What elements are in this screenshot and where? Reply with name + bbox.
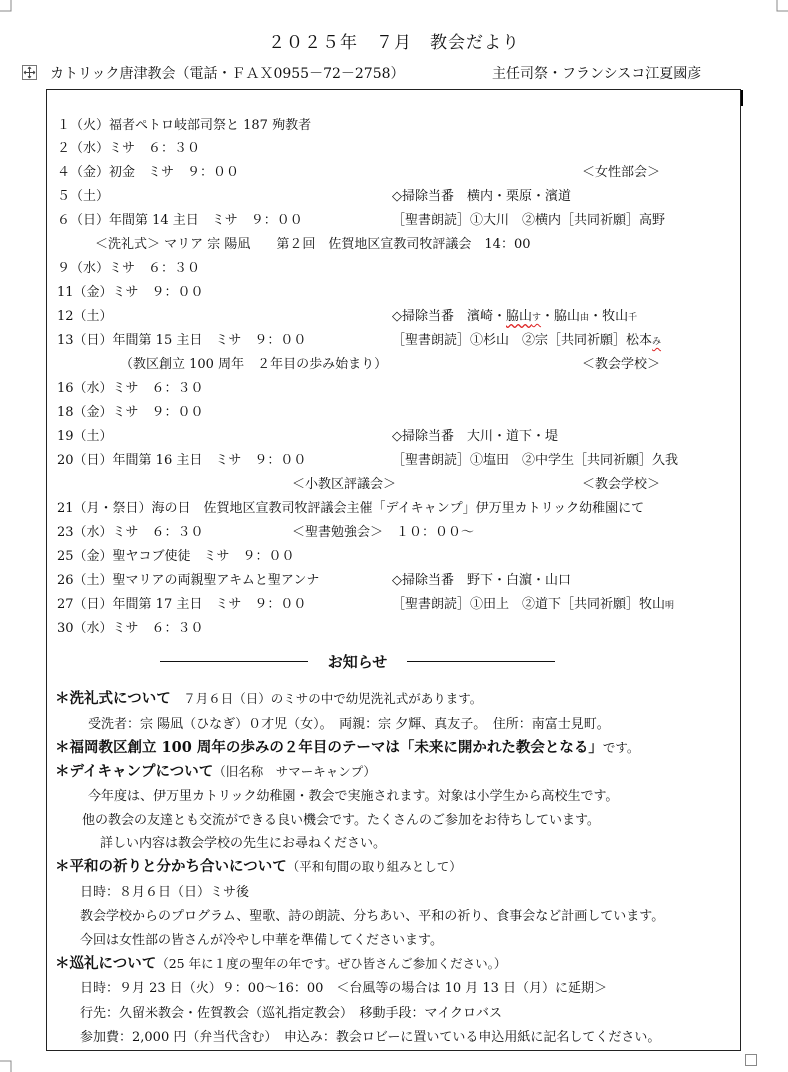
- corner-mark-top-left: [0, 0, 12, 12]
- schedule-note: ＜女性部会＞: [582, 165, 661, 180]
- schedule-name-suffix: 由: [580, 313, 590, 323]
- schedule-date-event: 12（土）: [57, 309, 113, 324]
- schedule-date-event: 21（月・祭日）海の日 佐賀地区宣教司牧評議会主催「デイキャンプ」伊万里カトリック幼稚園にて: [57, 501, 645, 516]
- schedule-duty: ［聖書朗読］①大川 ②横内［共同祈願］高野: [392, 213, 666, 228]
- page-title: ２０２５年 ７月 教会だより: [268, 33, 520, 53]
- schedule-date-event: ＜洗礼式＞ マリア 宗 陽凪 第２回 佐賀地区宣教司牧評議会 14：00: [95, 237, 531, 252]
- schedule-date-event: 23（水）ミサ ６：３０: [57, 525, 204, 540]
- notice-body-line: 日時：８月６日（日）ミサ後: [80, 885, 250, 900]
- schedule-date-event: 27（日）年間第 17 主日 ミサ ９：００: [57, 597, 307, 612]
- notice-heading: [55, 952, 506, 973]
- notice-heading: [55, 736, 639, 757]
- notice-body-line: 日時：９月 23 日（火）９：00～16：00 ＜台風等の場合は 10 月 13 日（月）に延期＞: [80, 981, 608, 996]
- notice-body-line: 教会学校からのプログラム、聖歌、詩の朗読、分ちあい、平和の祈り、食事会など計画しています。: [80, 909, 665, 924]
- schedule-date-event: ５（土）: [57, 189, 110, 204]
- notice-title: ＊巡礼について: [55, 955, 157, 972]
- heading-rule-right: [407, 661, 555, 662]
- notice-body-line: 詳しい内容は教会学校の先生にお尋ねください。: [100, 836, 387, 851]
- schedule-duty: ［聖書朗読］①田上 ②道下［共同祈願］牧山明: [392, 597, 675, 612]
- notice-subtitle: です。: [602, 740, 640, 755]
- notice-subtitle: （平和旬間の取り組みとして）: [286, 859, 462, 874]
- notice-heading: [55, 687, 482, 708]
- schedule-date-event: （教区創立 100 周年 ２年目の歩み始まり）: [120, 357, 388, 372]
- notice-body-line: 参加費：2,000 円（弁当代含む） 申込み：教会ロビーに置いている申込用紙に記名してください。: [80, 1030, 661, 1045]
- notice-subtitle: ７月６日（日）のミサの中で幼児洗礼式があります。: [170, 691, 483, 706]
- notice-heading: [55, 760, 376, 781]
- schedule-note: ＜教会学校＞: [582, 357, 661, 372]
- schedule-duty: ［聖書朗読］①杉山 ②宗［共同祈願］松本み: [392, 333, 662, 348]
- schedule-date-event: 30（水）ミサ ６：３０: [57, 621, 204, 636]
- notice-subtitle: （25 年に１度の聖年の年です。ぜひ皆さんご参加ください。）: [156, 956, 507, 971]
- schedule-duty: ◇掃除当番 横内・栗原・濱道: [392, 189, 571, 204]
- corner-mark-top-right: [776, 0, 788, 12]
- notices-heading-text: お知らせ: [327, 653, 388, 671]
- schedule-note: ＜教会学校＞: [582, 477, 661, 492]
- schedule-date-event: 11（金）ミサ ９：００: [57, 285, 204, 300]
- schedule-date-event: 13（日）年間第 15 主日 ミサ ９：００: [57, 333, 307, 348]
- schedule-name-suffix: み: [652, 337, 662, 347]
- underlined-name: 脇山: [506, 309, 533, 324]
- notice-title: ＊デイキャンプについて: [55, 763, 214, 780]
- schedule-name-suffix: す: [532, 313, 542, 323]
- schedule-date-event: 19（土）: [57, 429, 113, 444]
- notice-body-line: 受洗者：宗 陽凪（ひなぎ）０才児（女）。 両親：宗 夕輝、真友子。 住所：南富士見町。: [88, 717, 610, 732]
- schedule-date-event: 16（水）ミサ ６：３０: [57, 381, 204, 396]
- schedule-duty: ＜聖書勉強会＞ １０：００～: [292, 525, 475, 540]
- notice-subtitle: （旧名称 サマーキャンプ）: [213, 764, 376, 779]
- table-move-handle-icon[interactable]: [22, 65, 37, 80]
- schedule-date-event: １（火）福者ペトロ岐部司祭と 187 殉教者: [57, 118, 312, 133]
- schedule-date-event: 20（日）年間第 16 主日 ミサ ９：００: [57, 453, 307, 468]
- schedule-name-suffix: ・牧山: [589, 309, 629, 324]
- schedule-duty: ◇掃除当番 野下・白濵・山口: [392, 573, 571, 588]
- schedule-date-event: ４（金）初金 ミサ ９：００: [57, 165, 240, 180]
- notice-title: ＊洗礼式について: [55, 690, 171, 707]
- notice-body-line: 行先：久留米教会・佐賀教会（巡礼指定教会） 移動手段：マイクロバス: [80, 1006, 502, 1021]
- corner-mark-bottom-left: [0, 1060, 12, 1072]
- priest-name: 主任司祭・フランシスコ江夏國彦: [492, 66, 702, 82]
- notice-title: ＊福岡教区創立 100 周年の歩みの２年目のテーマは「未来に開かれた教会となる」: [55, 739, 603, 756]
- schedule-name-suffix: 千: [628, 313, 638, 323]
- text-cursor: [741, 90, 743, 106]
- notice-body-line: 今回は女性部の皆さんが冷やし中華を準備してくださいます。: [80, 933, 443, 948]
- schedule-duty: ◇掃除当番 濱崎・脇山す・脇山由・牧山千: [392, 309, 638, 324]
- schedule-duty: ［聖書朗読］①塩田 ②中学生［共同祈願］久我: [392, 453, 679, 468]
- schedule-name-suffix: ・脇山: [541, 309, 581, 324]
- schedule-date-event: 25（金）聖ヤコブ使徒 ミサ ９：００: [57, 549, 295, 564]
- schedule-date-event: 26（土）聖マリアの両親聖アキムと聖アンナ: [57, 573, 320, 588]
- notices-heading: [160, 651, 555, 671]
- notice-body-line: 他の教会の友達とも交流ができる良い機会です。たくさんのご参加をお待ちしています。: [82, 813, 600, 828]
- corner-mark-bottom-right: [745, 1054, 757, 1066]
- schedule-date-event: ２（水）ミサ ６：３０: [57, 141, 201, 156]
- schedule-duty: ◇掃除当番 大川・道下・堤: [392, 429, 558, 444]
- notice-title: ＊平和の祈りと分かち合いについて: [55, 858, 287, 875]
- notice-body-line: 今年度は、伊万里カトリック幼稚園・教会で実施されます。対象は小学生から高校生です。: [88, 789, 619, 804]
- schedule-date-event: 18（金）ミサ ９：００: [57, 405, 204, 420]
- schedule-duty: ＜小教区評議会＞: [292, 477, 397, 492]
- church-contact: カトリック唐津教会（電話・ＦＡＸ0955－72－2758）: [50, 66, 405, 82]
- schedule-date-event: ６（日）年間第 14 主日 ミサ ９：００: [57, 213, 303, 228]
- notice-heading: [55, 855, 462, 876]
- schedule-date-event: ９（水）ミサ ６：３０: [57, 261, 201, 276]
- schedule-name-suffix: 明: [665, 601, 675, 611]
